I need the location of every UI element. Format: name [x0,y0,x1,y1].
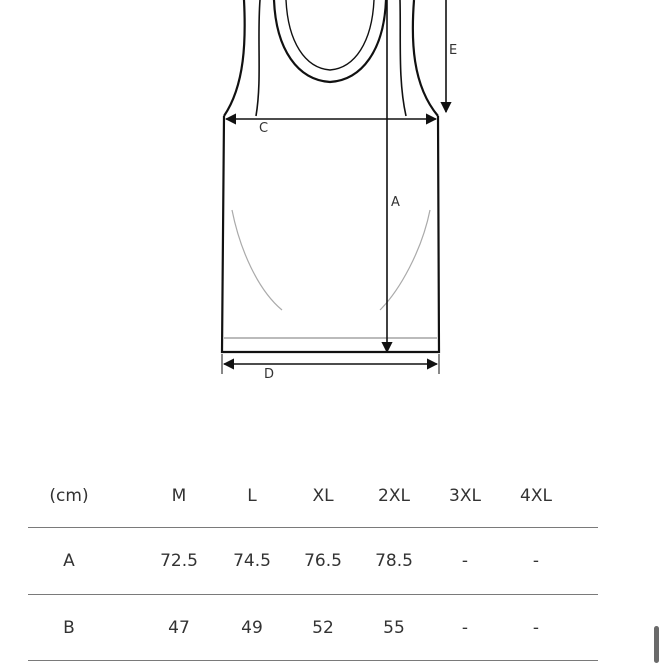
row-label: B [63,618,75,638]
size-header-l: L [247,486,257,506]
table-header-row [28,470,598,522]
table-cell: 55 [383,618,405,638]
table-divider [28,660,598,661]
fabric-folds [232,210,430,310]
table-cell: 52 [312,618,334,638]
table-cell: - [532,551,540,571]
dimension-label-d: D [264,367,275,382]
dimension-label-c: C [259,121,269,136]
size-header-xl: XL [312,486,334,506]
dimension-label-a: A [391,195,400,210]
dimension-lines [222,0,446,374]
table-cell: 72.5 [160,551,198,571]
table-cell: 74.5 [233,551,271,571]
size-header-4xl: 4XL [520,486,552,506]
row-label: A [63,551,75,571]
table-cell: 76.5 [304,551,342,571]
size-header-3xl: 3XL [449,486,481,506]
table-cell: 47 [168,618,190,638]
table-row [28,594,598,662]
table-cell: 78.5 [375,551,413,571]
table-row [28,527,598,595]
table-cell: 49 [241,618,263,638]
table-cell: - [461,551,469,571]
garment-outline [222,0,439,352]
size-chart-table [28,470,598,638]
size-header-2xl: 2XL [378,486,410,506]
table-cell: - [532,618,540,638]
dimension-label-e: E [449,43,458,58]
unit-label: (cm) [49,486,89,506]
size-header-m: M [171,486,187,506]
table-cell: - [461,618,469,638]
scrollbar-thumb[interactable] [654,626,659,663]
